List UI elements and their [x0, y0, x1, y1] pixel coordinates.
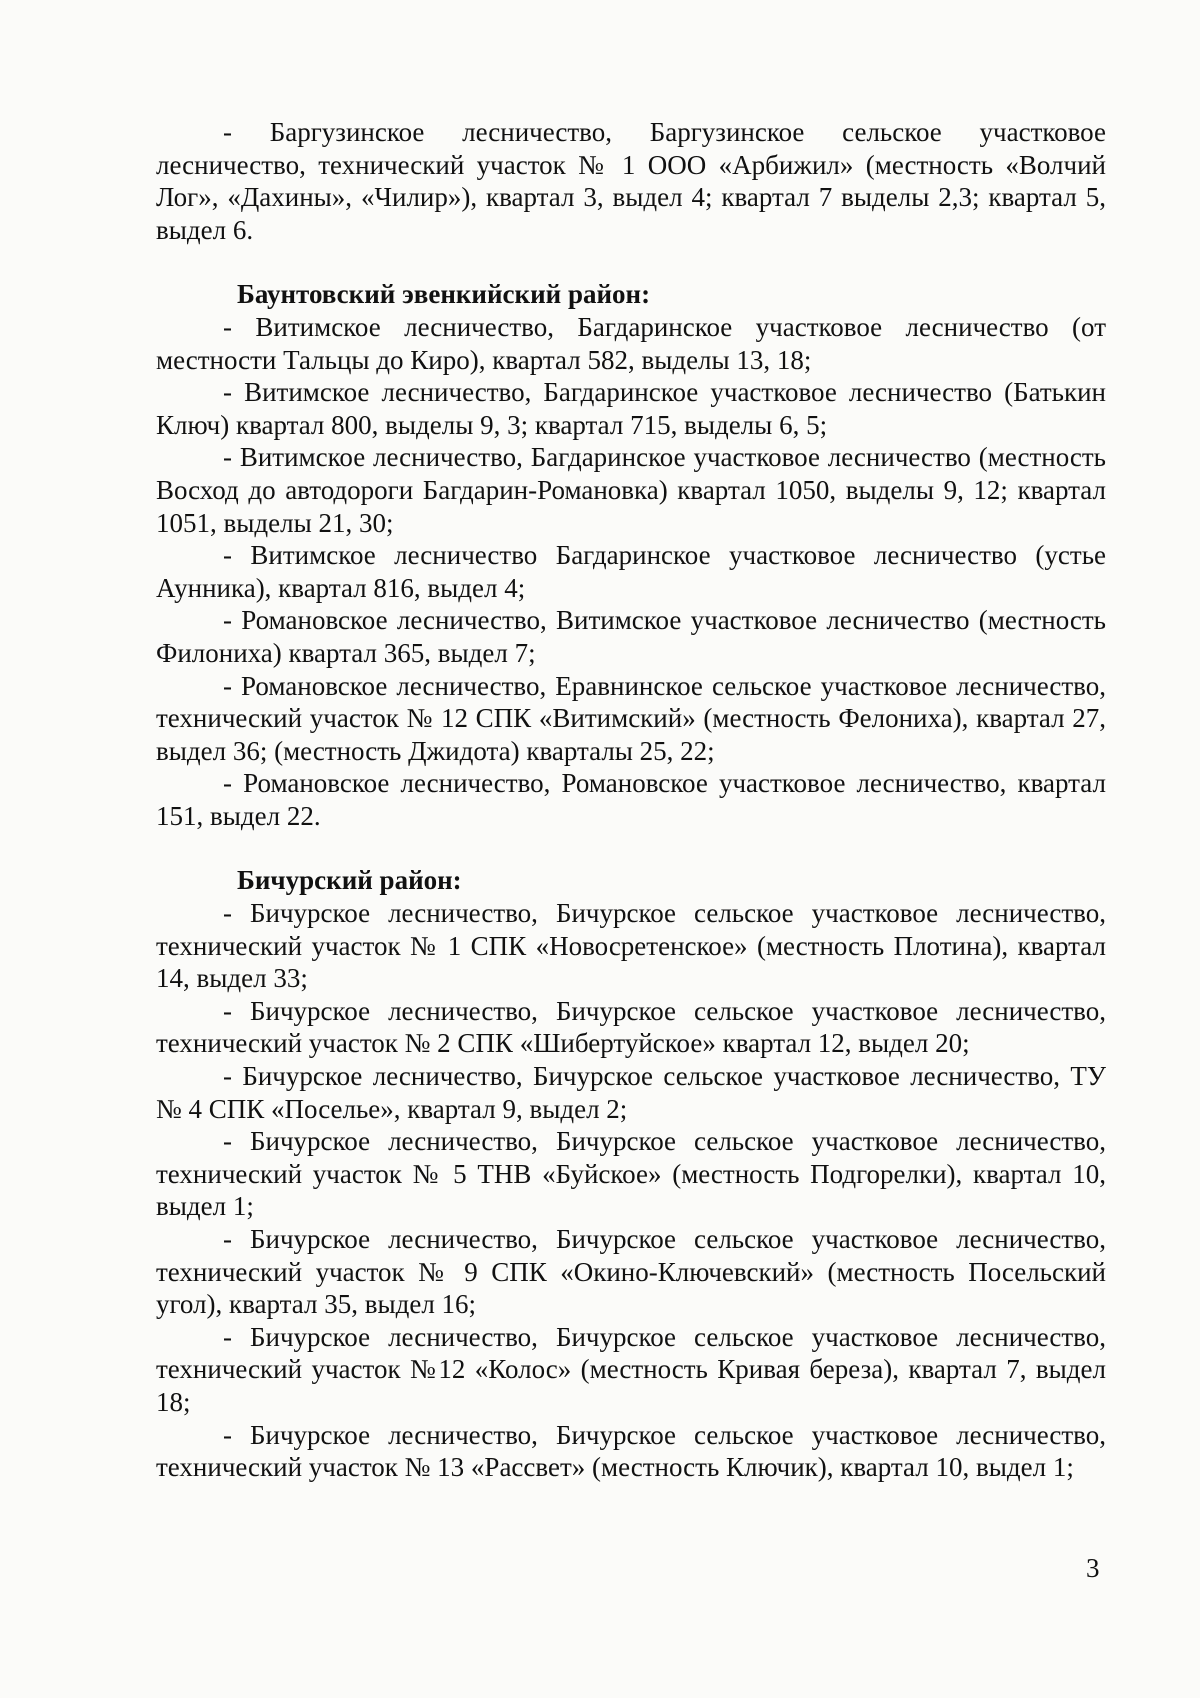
section-heading: Баунтовский эвенкийский район:	[237, 279, 651, 310]
list-item: - Витимское лесничество, Багдаринское участковое лесничество (Батькин Ключ) квартал 800, выделы 9, 3; квартал 715, выделы 6, 5;	[156, 377, 1106, 440]
section-heading: Бичурский район:	[237, 865, 462, 896]
list-item: - Романовское лесничество, Еравнинское сельское участковое лесничество, технический участок № 12 СПК «Витимский» (местность Фелониха), квартал 27, выдел 36; (местность Джидота) кварталы 25, 22;	[156, 670, 1106, 766]
page-number: 3	[1086, 1553, 1100, 1583]
document-body	[156, 116, 1106, 1484]
list-item: - Витимское лесничество, Багдаринское участковое лесничество (местность Восход до автодороги Багдарин-Романовка) квартал 1050, выделы 9, 12; квартал 1051, выделы 21, 30;	[156, 442, 1106, 538]
list-item: - Витимское лесничество Багдаринское участковое лесничество (устье Аунника), квартал 816, выдел 4;	[156, 540, 1106, 603]
list-item: - Бичурское лесничество, Бичурское сельское участковое лесничество, технический участок №12 «Колос» (местность Кривая береза), квартал 7, выдел 18;	[156, 1321, 1106, 1417]
section-gap	[156, 832, 1106, 864]
list-item: - Романовское лесничество, Витимское участковое лесничество (местность Филониха) квартал 365, выдел 7;	[156, 605, 1106, 668]
list-item: - Витимское лесничество, Багдаринское участковое лесничество (от местности Тальцы до Киро), квартал 582, выделы 13, 18;	[156, 311, 1106, 375]
list-item: - Баргузинское лесничество, Баргузинское сельское участковое лесничество, технический участок № 1 ООО «Арбижил» (местность «Волчий Лог», «Дахины», «Чилир»), квартал 3, выдел 4; квартал 7 выделы 2,3; квартал 5, выдел 6.	[156, 117, 1106, 245]
list-item: - Бичурское лесничество, Бичурское сельское участковое лесничество, технический участок № 2 СПК «Шибертуйское» квартал 12, выдел 20;	[156, 995, 1106, 1059]
list-item: - Бичурское лесничество, Бичурское сельское участковое лесничество, технический участок № 9 СПК «Окино-Ключевский» (местность Посельский угол), квартал 35, выдел 16;	[156, 1224, 1106, 1320]
list-item: - Бичурское лесничество, Бичурское сельское участковое лесничество, технический участок № 1 СПК «Новосретенское» (местность Плотина), квартал 14, выдел 33;	[156, 898, 1106, 994]
list-item: - Бичурское лесничество, Бичурское сельское участковое лесничество, ТУ № 4 СПК «Поселье», квартал 9, выдел 2;	[156, 1061, 1106, 1124]
list-item: - Бичурское лесничество, Бичурское сельское участковое лесничество, технический участок № 13 «Рассвет» (местность Ключик), квартал 10, выдел 1;	[156, 1419, 1106, 1483]
list-item: - Бичурское лесничество, Бичурское сельское участковое лесничество, технический участок № 5 ТНВ «Буйское» (местность Подгорелки), квартал 10, выдел 1;	[156, 1126, 1106, 1222]
list-item: - Романовское лесничество, Романовское участковое лесничество, квартал 151, выдел 22.	[156, 768, 1106, 831]
section-gap	[156, 246, 1106, 278]
